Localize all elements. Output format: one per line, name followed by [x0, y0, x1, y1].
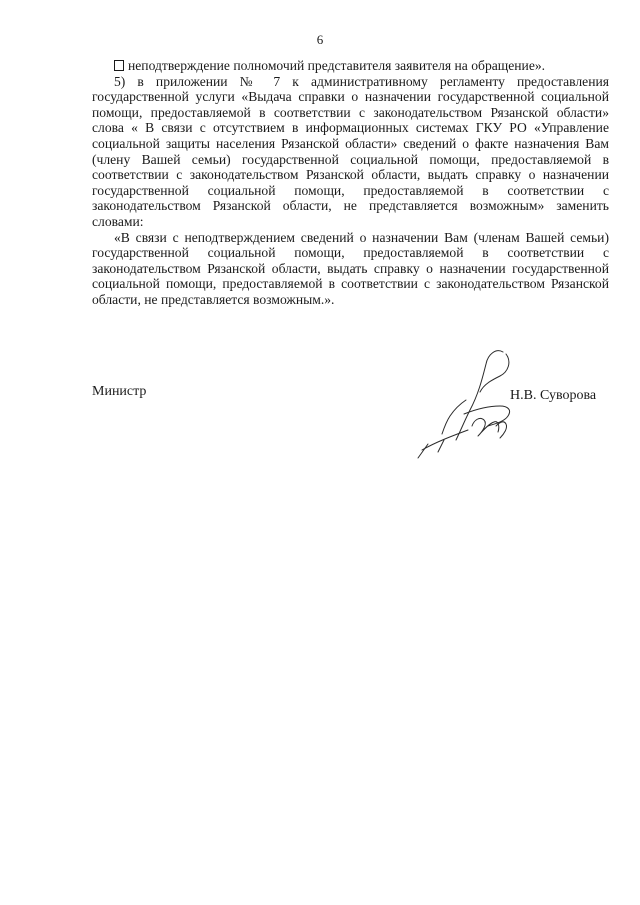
signatory-name: Н.В. Суворова: [510, 388, 597, 403]
paragraph-5: 5) в приложении № 7 к административному регламенту предоставления государственной услуги «Выдача справки о назначении государственной социальной помощи, предоставляемой в соответствии с законодательством Рязанской области» слова « В связи с отсутствием в информационных системах ГКУ РО «Управление социальной защиты населения Рязанской области» сведений о факте назначения Вам (члену Вашей семьи) государственной социальной помощи, предоставляемой в соответствии с законодательством Рязанской области, выдать справку о назначении государственной социальной помощи, предоставляемой в соответствии с законодательством Рязанской области, не представляется возможным» заменить словами:: [92, 73, 609, 229]
bullet-line-text: неподтверждение полномочий представителя заявителя на обращение».: [128, 58, 546, 73]
signatory-title: Министр: [92, 384, 147, 399]
bullet-line: [92, 58, 609, 74]
document-body: [92, 58, 609, 308]
checkbox-bullet-icon: [114, 60, 124, 71]
quoted-replacement: «В связи с неподтверждением сведений о назначении Вам (членам Вашей семьи) государственной социальной помощи, предоставляемой в соответствии с законодательством Рязанской области, выдать справку о назначении государственной социальной помощи, предоставляемой в соответствии с законодательством Рязанской области, не представляется возможным.».: [92, 229, 609, 307]
page-number: 6: [316, 32, 324, 47]
